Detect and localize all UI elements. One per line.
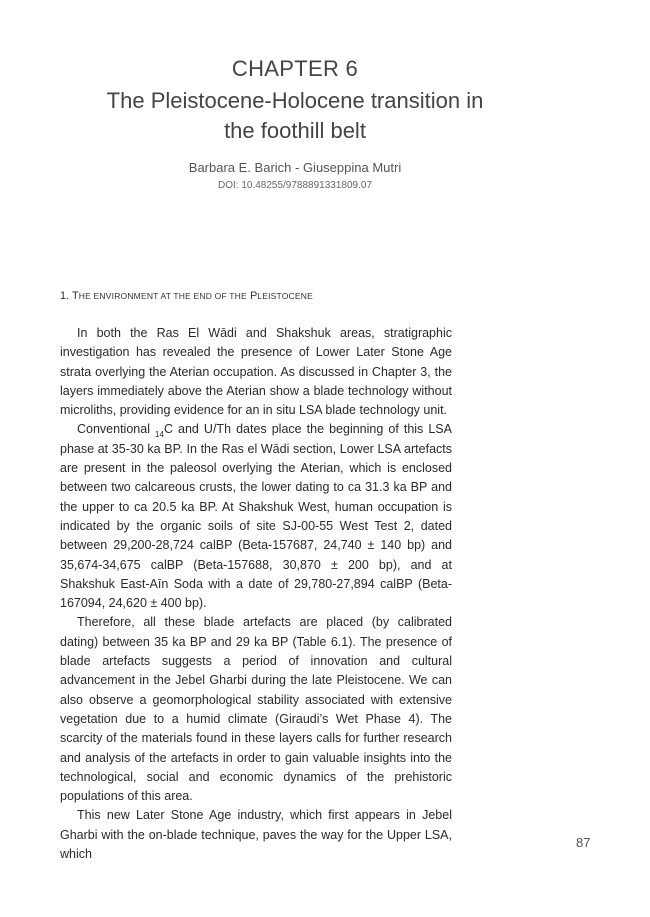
section-number: 1. bbox=[60, 290, 70, 302]
isotope-subscript: 14 bbox=[155, 430, 164, 440]
chapter-title-line-2: the foothill belt bbox=[224, 118, 366, 143]
section-heading-initial-p: P bbox=[249, 290, 258, 302]
paragraph-1: In both the Ras El Wādi and Shakshuk areas, stratigraphic investigation has revealed the presence of Lower Later Stone Age strata overlying the Aterian occupation. As discussed in Chapter 3, the layers immediately above the Aterian show a blade technology without microliths, providing evidence for an in situ LSA blade technology unit. bbox=[60, 326, 452, 418]
chapter-title bbox=[40, 86, 550, 146]
paragraph-4: This new Later Stone Age industry, which first appears in Jebel Gharbi with the on-blade technique, paves the way for the Upper LSA, which bbox=[60, 808, 452, 862]
page-number: 87 bbox=[576, 835, 591, 850]
authors: Barbara E. Barich - Giuseppina Mutri bbox=[188, 160, 402, 175]
paragraph-2-start: Conventional bbox=[77, 422, 150, 437]
section-heading-small-caps-2: LEISTOCENE bbox=[257, 291, 313, 301]
paragraph-3: Therefore, all these blade artefacts are placed (by calibrated dating) between 35 ka BP and 29 ka BP (Table 6.1). The presence of blade artefacts suggests a period of innovation and cultural advancement in the Jebel Gharbi during the late Pleistocene. We can also observe a geomorphological stability associated with extensive vegetation due to a humid climate (Giraudi’s Wet Phase 4). The scarcity of the materials found in these layers calls for further research and analysis of the artefacts in order to gain valuable insights into the technological, social and economic dynamics of the prehistoric populations of this area. bbox=[60, 615, 452, 804]
section-heading-small-caps-1: HE ENVIRONMENT AT THE END OF THE bbox=[78, 291, 247, 301]
doi: DOI: 10.48255/9788891331809.07 bbox=[217, 180, 373, 191]
chapter-label: CHAPTER 6 bbox=[231, 56, 359, 81]
section-heading-initial-t: T bbox=[72, 290, 79, 302]
paragraph-2-rest: C and U/Th dates place the beginning of this LSA phase at 35-30 ka BP. In the Ras el Wādi section, Lower LSA artefacts are present in the paleosol overlying the Aterian, which is enclosed between two calcareous crusts, the lower dating to ca 31.3 ka BP and the upper to ca 20.5 ka BP. At Shakshuk West, human occupation is indicated by the organic soils of site SJ-00-55 West Test 2, dated between 29,200-28,724 calBP (Beta-157687, 24,740 ± 140 bp) and 35,674-34,675 calBP (Beta-157688, 30,870 ± 200 bp), and at Shakshuk East-Aīn Soda with a date of 29,780-27,894 calBP (Beta-167094, 24,620 ± 400 bp). bbox=[60, 422, 452, 611]
body-text bbox=[60, 324, 452, 864]
paragraph-2 bbox=[60, 420, 452, 613]
chapter-title-line-1: The Pleistocene-Holocene transition in bbox=[106, 88, 484, 113]
section-heading bbox=[60, 290, 500, 302]
